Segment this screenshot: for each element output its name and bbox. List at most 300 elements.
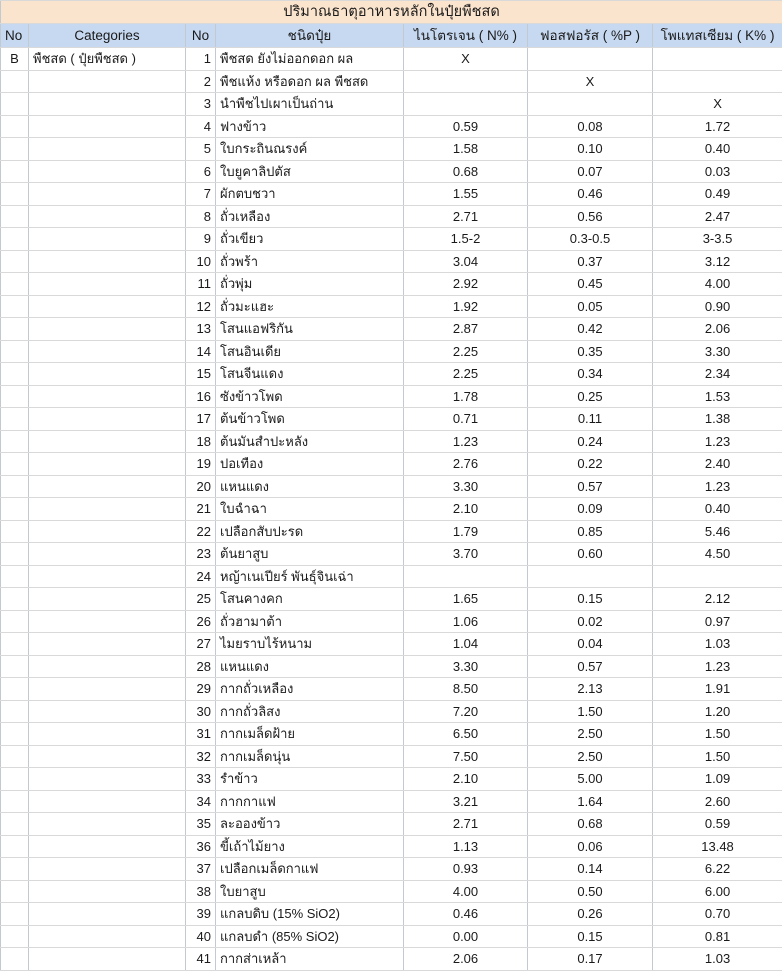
cell-phosphorus[interactable]: 0.05 — [528, 295, 653, 318]
cell-potassium[interactable] — [653, 70, 782, 93]
cell-phosphorus[interactable]: 0.85 — [528, 520, 653, 543]
table-row — [1, 363, 782, 386]
cell-fertilizer-name[interactable]: ต้นยาสูบ — [216, 543, 404, 566]
cell-potassium[interactable]: 2.12 — [653, 588, 782, 611]
cell-category-no[interactable] — [1, 543, 29, 566]
cell-category-no[interactable] — [1, 475, 29, 498]
cell-fertilizer-name[interactable]: ไมยราบไร้หนาม — [216, 633, 404, 656]
cell-potassium[interactable] — [653, 48, 782, 71]
cell-phosphorus[interactable]: 0.68 — [528, 813, 653, 836]
cell-category[interactable] — [29, 723, 186, 746]
cell-potassium[interactable]: 6.00 — [653, 880, 782, 903]
cell-fertilizer-name[interactable]: ผักตบชวา — [216, 183, 404, 206]
cell-no[interactable]: 37 — [186, 858, 216, 881]
cell-phosphorus[interactable]: 0.42 — [528, 318, 653, 341]
cell-category[interactable] — [29, 588, 186, 611]
cell-no[interactable]: 18 — [186, 430, 216, 453]
cell-no[interactable]: 16 — [186, 385, 216, 408]
cell-category-no[interactable] — [1, 610, 29, 633]
cell-potassium[interactable]: X — [653, 93, 782, 116]
cell-phosphorus[interactable]: 2.50 — [528, 745, 653, 768]
cell-fertilizer-name[interactable]: กากถั่วลิสง — [216, 700, 404, 723]
cell-nitrogen[interactable] — [404, 93, 528, 116]
cell-nitrogen[interactable]: 0.93 — [404, 858, 528, 881]
cell-phosphorus[interactable]: 0.06 — [528, 835, 653, 858]
table-row — [1, 903, 782, 926]
cell-nitrogen[interactable]: 8.50 — [404, 678, 528, 701]
cell-no[interactable]: 21 — [186, 498, 216, 521]
cell-category-no[interactable] — [1, 948, 29, 971]
cell-category-no[interactable] — [1, 453, 29, 476]
cell-no[interactable]: 11 — [186, 273, 216, 296]
cell-category-no[interactable] — [1, 228, 29, 251]
cell-category[interactable] — [29, 880, 186, 903]
cell-no[interactable]: 4 — [186, 115, 216, 138]
cell-phosphorus[interactable] — [528, 93, 653, 116]
cell-no[interactable]: 10 — [186, 250, 216, 273]
header-category-no[interactable]: No — [1, 24, 29, 48]
cell-nitrogen[interactable]: 2.92 — [404, 273, 528, 296]
cell-phosphorus[interactable]: 0.46 — [528, 183, 653, 206]
cell-no[interactable]: 35 — [186, 813, 216, 836]
cell-potassium[interactable]: 0.70 — [653, 903, 782, 926]
cell-no[interactable]: 22 — [186, 520, 216, 543]
header-fertilizer-type[interactable]: ชนิดปุ๋ย — [216, 24, 404, 48]
cell-category[interactable] — [29, 430, 186, 453]
cell-phosphorus[interactable]: 0.26 — [528, 903, 653, 926]
header-phosphorus[interactable]: ฟอสฟอรัส ( %P ) — [528, 24, 653, 48]
cell-nitrogen[interactable]: 3.70 — [404, 543, 528, 566]
cell-nitrogen[interactable]: 3.30 — [404, 475, 528, 498]
cell-category[interactable] — [29, 408, 186, 431]
cell-potassium[interactable]: 0.59 — [653, 813, 782, 836]
cell-category[interactable] — [29, 700, 186, 723]
cell-nitrogen[interactable]: 2.10 — [404, 498, 528, 521]
cell-nitrogen[interactable]: 1.78 — [404, 385, 528, 408]
cell-fertilizer-name[interactable]: ต้นข้าวโพด — [216, 408, 404, 431]
cell-fertilizer-name[interactable]: รำข้าว — [216, 768, 404, 791]
cell-phosphorus[interactable]: 0.57 — [528, 475, 653, 498]
cell-nitrogen[interactable]: 2.87 — [404, 318, 528, 341]
cell-nitrogen[interactable]: 1.5-2 — [404, 228, 528, 251]
cell-nitrogen[interactable]: 1.58 — [404, 138, 528, 161]
cell-category[interactable] — [29, 340, 186, 363]
cell-potassium[interactable]: 5.46 — [653, 520, 782, 543]
cell-potassium[interactable]: 0.90 — [653, 295, 782, 318]
cell-fertilizer-name[interactable]: โสนคางคก — [216, 588, 404, 611]
cell-potassium[interactable]: 1.23 — [653, 655, 782, 678]
cell-phosphorus[interactable]: 0.15 — [528, 925, 653, 948]
cell-nitrogen[interactable]: 0.00 — [404, 925, 528, 948]
cell-fertilizer-name[interactable]: ถั่วมะแฮะ — [216, 295, 404, 318]
cell-potassium[interactable]: 0.81 — [653, 925, 782, 948]
cell-category[interactable] — [29, 70, 186, 93]
cell-nitrogen[interactable]: 1.65 — [404, 588, 528, 611]
cell-nitrogen[interactable]: 1.06 — [404, 610, 528, 633]
cell-category[interactable] — [29, 565, 186, 588]
cell-fertilizer-name[interactable]: แกลบดิบ (15% SiO2) — [216, 903, 404, 926]
cell-category[interactable] — [29, 385, 186, 408]
cell-fertilizer-name[interactable]: นำพืชไปเผาเป็นถ่าน — [216, 93, 404, 116]
cell-fertilizer-name[interactable]: ฟางข้าว — [216, 115, 404, 138]
cell-fertilizer-name[interactable]: ถั่วพุ่ม — [216, 273, 404, 296]
cell-category-no[interactable] — [1, 813, 29, 836]
cell-phosphorus[interactable]: 0.57 — [528, 655, 653, 678]
cell-no[interactable]: 38 — [186, 880, 216, 903]
cell-fertilizer-name[interactable]: เปลือกสับปะรด — [216, 520, 404, 543]
cell-category-no[interactable] — [1, 903, 29, 926]
cell-category[interactable] — [29, 498, 186, 521]
cell-no[interactable]: 13 — [186, 318, 216, 341]
cell-phosphorus[interactable]: 0.34 — [528, 363, 653, 386]
cell-category-no[interactable] — [1, 925, 29, 948]
cell-nitrogen[interactable]: 1.04 — [404, 633, 528, 656]
cell-nitrogen[interactable]: 0.46 — [404, 903, 528, 926]
cell-fertilizer-name[interactable]: ถั่วเหลือง — [216, 205, 404, 228]
cell-no[interactable]: 2 — [186, 70, 216, 93]
cell-category-no[interactable] — [1, 115, 29, 138]
cell-no[interactable]: 12 — [186, 295, 216, 318]
cell-potassium[interactable]: 1.23 — [653, 475, 782, 498]
cell-category-no[interactable] — [1, 363, 29, 386]
cell-fertilizer-name[interactable]: ใบยาสูบ — [216, 880, 404, 903]
cell-no[interactable]: 29 — [186, 678, 216, 701]
cell-potassium[interactable]: 1.38 — [653, 408, 782, 431]
table-row — [1, 813, 782, 836]
cell-fertilizer-name[interactable]: หญ้าเนเปียร์ พันธุ์จินเฉ่า — [216, 565, 404, 588]
cell-potassium[interactable]: 3.12 — [653, 250, 782, 273]
cell-no[interactable]: 3 — [186, 93, 216, 116]
cell-potassium[interactable]: 0.40 — [653, 498, 782, 521]
cell-no[interactable]: 20 — [186, 475, 216, 498]
cell-category-no[interactable] — [1, 835, 29, 858]
cell-fertilizer-name[interactable]: กากเมล็ดนุ่น — [216, 745, 404, 768]
cell-category-no[interactable] — [1, 880, 29, 903]
cell-no[interactable]: 39 — [186, 903, 216, 926]
cell-category-no[interactable] — [1, 655, 29, 678]
cell-nitrogen[interactable]: 0.59 — [404, 115, 528, 138]
cell-no[interactable]: 24 — [186, 565, 216, 588]
cell-no[interactable]: 14 — [186, 340, 216, 363]
cell-phosphorus[interactable]: 0.22 — [528, 453, 653, 476]
cell-potassium[interactable] — [653, 565, 782, 588]
cell-no[interactable]: 26 — [186, 610, 216, 633]
cell-no[interactable]: 34 — [186, 790, 216, 813]
cell-category-no[interactable] — [1, 250, 29, 273]
cell-potassium[interactable]: 2.34 — [653, 363, 782, 386]
cell-category[interactable] — [29, 790, 186, 813]
cell-phosphorus[interactable]: 0.24 — [528, 430, 653, 453]
cell-category-no[interactable] — [1, 700, 29, 723]
cell-phosphorus[interactable]: 0.15 — [528, 588, 653, 611]
cell-nitrogen[interactable]: 2.06 — [404, 948, 528, 971]
cell-category-no[interactable] — [1, 723, 29, 746]
cell-potassium[interactable]: 1.91 — [653, 678, 782, 701]
cell-no[interactable]: 23 — [186, 543, 216, 566]
cell-no[interactable]: 28 — [186, 655, 216, 678]
cell-category[interactable] — [29, 813, 186, 836]
cell-potassium[interactable]: 1.20 — [653, 700, 782, 723]
cell-category[interactable] — [29, 610, 186, 633]
cell-nitrogen[interactable]: 1.79 — [404, 520, 528, 543]
cell-category-no[interactable] — [1, 273, 29, 296]
cell-nitrogen[interactable]: 6.50 — [404, 723, 528, 746]
cell-category-no[interactable] — [1, 340, 29, 363]
cell-category[interactable] — [29, 93, 186, 116]
cell-category-no[interactable] — [1, 565, 29, 588]
cell-fertilizer-name[interactable]: กากส่าเหล้า — [216, 948, 404, 971]
cell-fertilizer-name[interactable]: ขี้เถ้าไม้ยาง — [216, 835, 404, 858]
cell-phosphorus[interactable]: 0.14 — [528, 858, 653, 881]
cell-fertilizer-name[interactable]: แหนแดง — [216, 475, 404, 498]
cell-no[interactable]: 36 — [186, 835, 216, 858]
header-categories[interactable]: Categories — [29, 24, 186, 48]
cell-category-no[interactable] — [1, 408, 29, 431]
cell-category[interactable] — [29, 160, 186, 183]
cell-potassium[interactable]: 1.53 — [653, 385, 782, 408]
cell-nitrogen[interactable]: 2.10 — [404, 768, 528, 791]
cell-phosphorus[interactable]: 0.56 — [528, 205, 653, 228]
cell-potassium[interactable]: 2.40 — [653, 453, 782, 476]
cell-fertilizer-name[interactable]: ใบฉำฉา — [216, 498, 404, 521]
cell-fertilizer-name[interactable]: แกลบดำ (85% SiO2) — [216, 925, 404, 948]
cell-fertilizer-name[interactable]: ต้นมันสำปะหลัง — [216, 430, 404, 453]
cell-category[interactable]: พืชสด ( ปุ๋ยพืชสด ) — [29, 48, 186, 71]
cell-no[interactable]: 8 — [186, 205, 216, 228]
cell-phosphorus[interactable]: 0.04 — [528, 633, 653, 656]
cell-category-no[interactable] — [1, 160, 29, 183]
cell-no[interactable]: 7 — [186, 183, 216, 206]
cell-phosphorus[interactable]: 5.00 — [528, 768, 653, 791]
cell-potassium[interactable]: 6.22 — [653, 858, 782, 881]
table-row — [1, 655, 782, 678]
cell-potassium[interactable]: 0.49 — [653, 183, 782, 206]
cell-category-no[interactable] — [1, 498, 29, 521]
cell-category-no[interactable] — [1, 205, 29, 228]
cell-nitrogen[interactable] — [404, 565, 528, 588]
cell-phosphorus[interactable]: 0.37 — [528, 250, 653, 273]
cell-potassium[interactable]: 1.50 — [653, 745, 782, 768]
cell-no[interactable]: 40 — [186, 925, 216, 948]
cell-fertilizer-name[interactable]: ละอองข้าว — [216, 813, 404, 836]
cell-phosphorus[interactable]: 0.02 — [528, 610, 653, 633]
cell-no[interactable]: 25 — [186, 588, 216, 611]
cell-category[interactable] — [29, 925, 186, 948]
cell-fertilizer-name[interactable]: ถั่วเขียว — [216, 228, 404, 251]
cell-phosphorus[interactable]: 0.50 — [528, 880, 653, 903]
cell-category[interactable] — [29, 183, 186, 206]
cell-fertilizer-name[interactable]: ใบกระถินณรงค์ — [216, 138, 404, 161]
cell-potassium[interactable]: 1.72 — [653, 115, 782, 138]
cell-category[interactable] — [29, 205, 186, 228]
cell-category[interactable] — [29, 858, 186, 881]
cell-phosphorus[interactable]: 0.45 — [528, 273, 653, 296]
cell-nitrogen[interactable]: 1.92 — [404, 295, 528, 318]
cell-category[interactable] — [29, 273, 186, 296]
cell-nitrogen[interactable]: 2.76 — [404, 453, 528, 476]
cell-fertilizer-name[interactable]: กากถั่วเหลือง — [216, 678, 404, 701]
cell-potassium[interactable]: 0.03 — [653, 160, 782, 183]
cell-fertilizer-name[interactable]: กากเมล็ดฝ้าย — [216, 723, 404, 746]
cell-fertilizer-name[interactable]: ถั่วพร้า — [216, 250, 404, 273]
table-row — [1, 430, 782, 453]
cell-category-no[interactable] — [1, 93, 29, 116]
cell-category-no[interactable] — [1, 430, 29, 453]
cell-phosphorus[interactable]: 0.10 — [528, 138, 653, 161]
cell-category[interactable] — [29, 115, 186, 138]
cell-phosphorus[interactable] — [528, 48, 653, 71]
cell-phosphorus[interactable]: 0.60 — [528, 543, 653, 566]
cell-no[interactable]: 5 — [186, 138, 216, 161]
cell-category-no[interactable] — [1, 678, 29, 701]
cell-category-no[interactable] — [1, 295, 29, 318]
cell-no[interactable]: 31 — [186, 723, 216, 746]
cell-phosphorus[interactable]: 1.50 — [528, 700, 653, 723]
cell-category-no[interactable] — [1, 385, 29, 408]
cell-nitrogen[interactable]: 2.25 — [404, 340, 528, 363]
cell-fertilizer-name[interactable]: ใบยูคาลิปตัส — [216, 160, 404, 183]
cell-phosphorus[interactable]: 0.07 — [528, 160, 653, 183]
cell-phosphorus[interactable]: 0.25 — [528, 385, 653, 408]
cell-category[interactable] — [29, 948, 186, 971]
header-potassium[interactable]: โพแทสเซียม ( K% ) — [653, 24, 782, 48]
cell-potassium[interactable]: 1.50 — [653, 723, 782, 746]
cell-nitrogen[interactable]: 3.04 — [404, 250, 528, 273]
cell-phosphorus[interactable]: X — [528, 70, 653, 93]
cell-category[interactable] — [29, 768, 186, 791]
cell-nitrogen[interactable]: 0.68 — [404, 160, 528, 183]
cell-no[interactable]: 32 — [186, 745, 216, 768]
cell-nitrogen[interactable]: X — [404, 48, 528, 71]
cell-potassium[interactable]: 1.03 — [653, 633, 782, 656]
cell-potassium[interactable]: 1.23 — [653, 430, 782, 453]
cell-nitrogen[interactable]: 4.00 — [404, 880, 528, 903]
cell-nitrogen[interactable]: 2.71 — [404, 205, 528, 228]
cell-potassium[interactable]: 4.00 — [653, 273, 782, 296]
cell-nitrogen[interactable]: 3.21 — [404, 790, 528, 813]
cell-category-no[interactable] — [1, 633, 29, 656]
cell-phosphorus[interactable]: 0.3-0.5 — [528, 228, 653, 251]
cell-category[interactable] — [29, 655, 186, 678]
cell-no[interactable]: 41 — [186, 948, 216, 971]
cell-phosphorus[interactable]: 1.64 — [528, 790, 653, 813]
cell-fertilizer-name[interactable]: โสนอินเดีย — [216, 340, 404, 363]
cell-nitrogen[interactable]: 1.23 — [404, 430, 528, 453]
cell-phosphorus[interactable]: 0.35 — [528, 340, 653, 363]
cell-potassium[interactable]: 0.40 — [653, 138, 782, 161]
cell-fertilizer-name[interactable]: ถั่วฮามาต้า — [216, 610, 404, 633]
cell-fertilizer-name[interactable]: กากกาแฟ — [216, 790, 404, 813]
cell-potassium[interactable]: 1.09 — [653, 768, 782, 791]
cell-potassium[interactable]: 4.50 — [653, 543, 782, 566]
cell-phosphorus[interactable]: 2.13 — [528, 678, 653, 701]
cell-fertilizer-name[interactable]: โสนแอฟริกัน — [216, 318, 404, 341]
cell-category[interactable] — [29, 138, 186, 161]
cell-category-no[interactable] — [1, 138, 29, 161]
cell-phosphorus[interactable]: 0.08 — [528, 115, 653, 138]
cell-category-no[interactable] — [1, 858, 29, 881]
cell-category-no[interactable] — [1, 183, 29, 206]
cell-fertilizer-name[interactable]: พืชแห้ง หรือดอก ผล พืชสด — [216, 70, 404, 93]
cell-nitrogen[interactable]: 7.20 — [404, 700, 528, 723]
cell-nitrogen[interactable]: 3.30 — [404, 655, 528, 678]
cell-phosphorus[interactable]: 0.11 — [528, 408, 653, 431]
cell-category[interactable] — [29, 475, 186, 498]
cell-no[interactable]: 9 — [186, 228, 216, 251]
cell-no[interactable]: 6 — [186, 160, 216, 183]
cell-phosphorus[interactable] — [528, 565, 653, 588]
table-row — [1, 858, 782, 881]
cell-fertilizer-name[interactable]: โสนจีนแดง — [216, 363, 404, 386]
cell-potassium[interactable]: 3.30 — [653, 340, 782, 363]
cell-category-no[interactable] — [1, 745, 29, 768]
cell-category[interactable] — [29, 250, 186, 273]
cell-category-no[interactable]: B — [1, 48, 29, 71]
cell-category[interactable] — [29, 363, 186, 386]
cell-category[interactable] — [29, 228, 186, 251]
cell-category-no[interactable] — [1, 70, 29, 93]
cell-fertilizer-name[interactable]: แหนแดง — [216, 655, 404, 678]
cell-no[interactable]: 15 — [186, 363, 216, 386]
cell-category[interactable] — [29, 835, 186, 858]
header-no[interactable]: No — [186, 24, 216, 48]
cell-category[interactable] — [29, 745, 186, 768]
cell-no[interactable]: 19 — [186, 453, 216, 476]
cell-nitrogen[interactable]: 2.71 — [404, 813, 528, 836]
cell-nitrogen[interactable]: 0.71 — [404, 408, 528, 431]
header-nitrogen[interactable]: ไนโตรเจน ( N% ) — [404, 24, 528, 48]
cell-category[interactable] — [29, 520, 186, 543]
cell-phosphorus[interactable]: 2.50 — [528, 723, 653, 746]
cell-category[interactable] — [29, 543, 186, 566]
cell-nitrogen[interactable]: 1.13 — [404, 835, 528, 858]
cell-potassium[interactable]: 2.47 — [653, 205, 782, 228]
cell-nitrogen[interactable]: 7.50 — [404, 745, 528, 768]
cell-potassium[interactable]: 13.48 — [653, 835, 782, 858]
cell-nitrogen[interactable] — [404, 70, 528, 93]
cell-phosphorus[interactable]: 0.09 — [528, 498, 653, 521]
cell-category[interactable] — [29, 295, 186, 318]
cell-category[interactable] — [29, 318, 186, 341]
cell-nitrogen[interactable]: 1.55 — [404, 183, 528, 206]
cell-potassium[interactable]: 1.03 — [653, 948, 782, 971]
cell-potassium[interactable]: 3-3.5 — [653, 228, 782, 251]
cell-category-no[interactable] — [1, 790, 29, 813]
cell-fertilizer-name[interactable]: พืชสด ยังไม่ออกดอก ผล — [216, 48, 404, 71]
cell-fertilizer-name[interactable]: เปลือกเมล็ดกาแฟ — [216, 858, 404, 881]
cell-category[interactable] — [29, 678, 186, 701]
cell-no[interactable]: 30 — [186, 700, 216, 723]
cell-potassium[interactable]: 0.97 — [653, 610, 782, 633]
cell-potassium[interactable]: 2.60 — [653, 790, 782, 813]
cell-category-no[interactable] — [1, 318, 29, 341]
cell-fertilizer-name[interactable]: ซังข้าวโพด — [216, 385, 404, 408]
cell-fertilizer-name[interactable]: ปอเทือง — [216, 453, 404, 476]
cell-no[interactable]: 33 — [186, 768, 216, 791]
cell-category[interactable] — [29, 633, 186, 656]
cell-nitrogen[interactable]: 2.25 — [404, 363, 528, 386]
cell-phosphorus[interactable]: 0.17 — [528, 948, 653, 971]
cell-potassium[interactable]: 2.06 — [653, 318, 782, 341]
cell-no[interactable]: 17 — [186, 408, 216, 431]
cell-category-no[interactable] — [1, 588, 29, 611]
cell-category-no[interactable] — [1, 768, 29, 791]
cell-category[interactable] — [29, 453, 186, 476]
cell-no[interactable]: 1 — [186, 48, 216, 71]
cell-category-no[interactable] — [1, 520, 29, 543]
cell-no[interactable]: 27 — [186, 633, 216, 656]
cell-category[interactable] — [29, 903, 186, 926]
